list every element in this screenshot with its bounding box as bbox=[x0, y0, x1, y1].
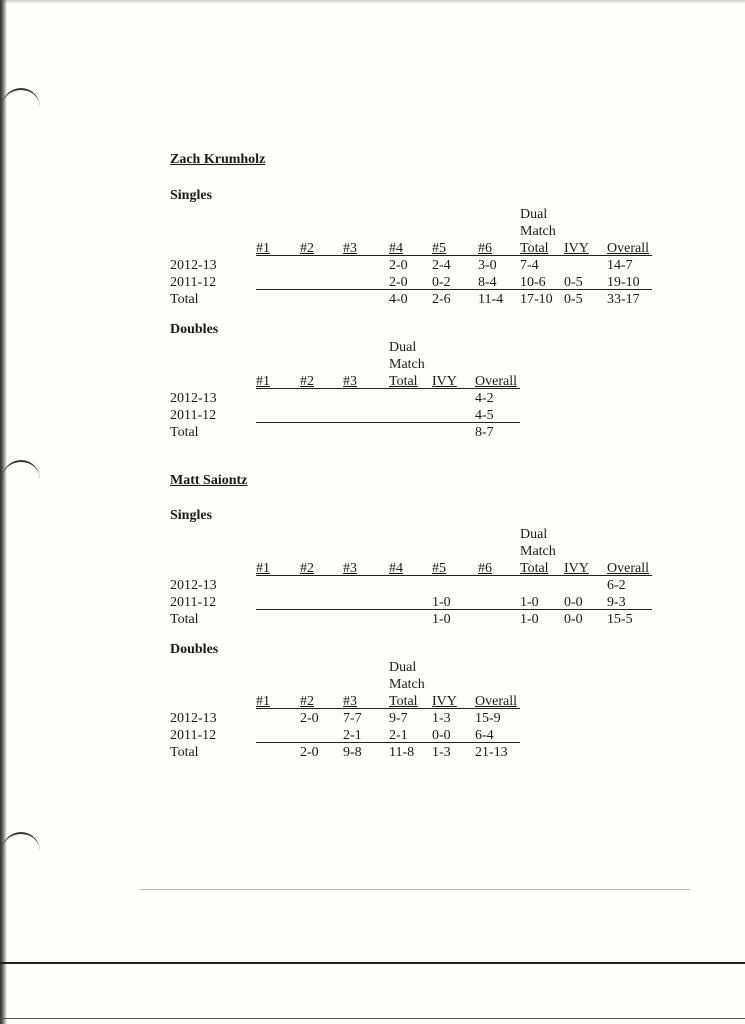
season-label: 2011-12 bbox=[170, 595, 217, 610]
header-match: Match bbox=[389, 677, 425, 692]
record-cell: 8-4 bbox=[478, 275, 497, 290]
record-cell: 2-0 bbox=[300, 745, 319, 760]
record-cell: 1-3 bbox=[432, 711, 451, 726]
column-header: #2 bbox=[300, 374, 314, 389]
season-label: 2012-13 bbox=[170, 711, 217, 726]
record-cell: 0-0 bbox=[564, 612, 583, 627]
record-cell: 9-8 bbox=[343, 745, 362, 760]
column-header: Total bbox=[520, 241, 549, 256]
header-dual: Dual bbox=[520, 207, 548, 222]
column-header: Total bbox=[389, 694, 418, 709]
column-header: #4 bbox=[389, 561, 403, 576]
column-header: IVY bbox=[564, 241, 589, 256]
column-header: IVY bbox=[564, 561, 589, 576]
record-cell: 33-17 bbox=[607, 292, 640, 307]
record-cell: 2-0 bbox=[389, 258, 408, 273]
record-cell: 1-0 bbox=[432, 595, 451, 610]
record-cell: 11-4 bbox=[478, 292, 504, 307]
record-cell: 2-1 bbox=[343, 728, 362, 743]
record-cell: 4-5 bbox=[475, 408, 494, 423]
header-underline bbox=[256, 575, 652, 576]
player-name: Zach Krumholz bbox=[170, 152, 266, 167]
record-cell: 7-7 bbox=[343, 711, 362, 726]
season-label: 2011-12 bbox=[170, 408, 217, 423]
record-cell: 0-5 bbox=[564, 292, 583, 307]
column-header: #2 bbox=[300, 241, 314, 256]
column-header: #1 bbox=[256, 241, 270, 256]
header-dual: Dual bbox=[389, 340, 417, 355]
record-cell: 1-0 bbox=[432, 612, 451, 627]
header-match: Match bbox=[389, 357, 425, 372]
column-header: #5 bbox=[432, 241, 446, 256]
column-header: #5 bbox=[432, 561, 446, 576]
season-label: 2012-13 bbox=[170, 391, 217, 406]
header-underline bbox=[256, 388, 520, 389]
season-label: Total bbox=[170, 612, 199, 627]
header-dual: Dual bbox=[389, 660, 417, 675]
record-cell: 6-4 bbox=[475, 728, 494, 743]
record-cell: 0-0 bbox=[564, 595, 583, 610]
column-header: #2 bbox=[300, 561, 314, 576]
column-header: #6 bbox=[478, 561, 492, 576]
header-dual: Dual bbox=[520, 527, 548, 542]
record-cell: 17-10 bbox=[520, 292, 553, 307]
record-cell: 4-2 bbox=[475, 391, 494, 406]
column-header: Overall bbox=[607, 241, 649, 256]
subtotal-underline bbox=[256, 609, 652, 610]
page-bottom-edge bbox=[0, 1018, 745, 1019]
record-cell: 2-6 bbox=[432, 292, 451, 307]
record-cell: 8-7 bbox=[475, 425, 494, 440]
subtotal-underline bbox=[256, 742, 520, 743]
season-label: Total bbox=[170, 292, 199, 307]
column-header: Total bbox=[520, 561, 549, 576]
singles-title: Singles bbox=[170, 188, 213, 203]
column-header: #4 bbox=[389, 241, 403, 256]
header-match: Match bbox=[520, 224, 556, 239]
column-header: Total bbox=[389, 374, 418, 389]
record-cell: 2-0 bbox=[300, 711, 319, 726]
header-underline bbox=[256, 255, 652, 256]
record-cell: 19-10 bbox=[607, 275, 640, 290]
column-header: #3 bbox=[343, 241, 357, 256]
record-cell: 9-7 bbox=[389, 711, 408, 726]
record-cell: 14-7 bbox=[607, 258, 633, 273]
record-cell: 15-5 bbox=[607, 612, 633, 627]
player-name: Matt Saiontz bbox=[170, 473, 248, 488]
season-label: 2011-12 bbox=[170, 275, 217, 290]
record-cell: 0-5 bbox=[564, 275, 583, 290]
binder-hole-mark bbox=[2, 88, 40, 116]
record-cell: 0-2 bbox=[432, 275, 451, 290]
season-label: 2011-12 bbox=[170, 728, 217, 743]
record-cell: 1-0 bbox=[520, 595, 539, 610]
record-cell: 2-0 bbox=[389, 275, 408, 290]
season-label: Total bbox=[170, 745, 199, 760]
column-header: IVY bbox=[432, 374, 457, 389]
column-header: #1 bbox=[256, 374, 270, 389]
column-header: Overall bbox=[607, 561, 649, 576]
column-header: #1 bbox=[256, 694, 270, 709]
record-cell: 2-1 bbox=[389, 728, 408, 743]
record-cell: 2-4 bbox=[432, 258, 451, 273]
header-underline bbox=[256, 708, 520, 709]
record-cell: 10-6 bbox=[520, 275, 546, 290]
record-cell: 21-13 bbox=[475, 745, 508, 760]
column-header: #6 bbox=[478, 241, 492, 256]
record-cell: 6-2 bbox=[607, 578, 626, 593]
record-cell: 3-0 bbox=[478, 258, 497, 273]
season-label: 2012-13 bbox=[170, 578, 217, 593]
column-header: #3 bbox=[343, 694, 357, 709]
binder-hole-mark bbox=[2, 460, 40, 488]
season-label: Total bbox=[170, 425, 199, 440]
scan-top-edge bbox=[0, 0, 745, 4]
doubles-title: Doubles bbox=[170, 322, 219, 337]
column-header: #1 bbox=[256, 561, 270, 576]
column-header: IVY bbox=[432, 694, 457, 709]
column-header: #3 bbox=[343, 561, 357, 576]
binder-hole-mark bbox=[2, 832, 40, 860]
doubles-title: Doubles bbox=[170, 642, 219, 657]
column-header: #3 bbox=[343, 374, 357, 389]
record-cell: 7-4 bbox=[520, 258, 539, 273]
record-cell: 11-8 bbox=[389, 745, 415, 760]
footer-divider bbox=[140, 889, 690, 890]
record-cell: 1-3 bbox=[432, 745, 451, 760]
scan-left-edge bbox=[0, 0, 7, 1024]
header-match: Match bbox=[520, 544, 556, 559]
record-cell: 4-0 bbox=[389, 292, 408, 307]
record-cell: 1-0 bbox=[520, 612, 539, 627]
season-label: 2012-13 bbox=[170, 258, 217, 273]
column-header: Overall bbox=[475, 694, 517, 709]
record-cell: 15-9 bbox=[475, 711, 501, 726]
column-header: #2 bbox=[300, 694, 314, 709]
page-bottom-border bbox=[0, 962, 745, 964]
record-cell: 9-3 bbox=[607, 595, 626, 610]
subtotal-underline bbox=[256, 422, 520, 423]
singles-title: Singles bbox=[170, 508, 213, 523]
record-cell: 0-0 bbox=[432, 728, 451, 743]
subtotal-underline bbox=[256, 289, 652, 290]
column-header: Overall bbox=[475, 374, 517, 389]
